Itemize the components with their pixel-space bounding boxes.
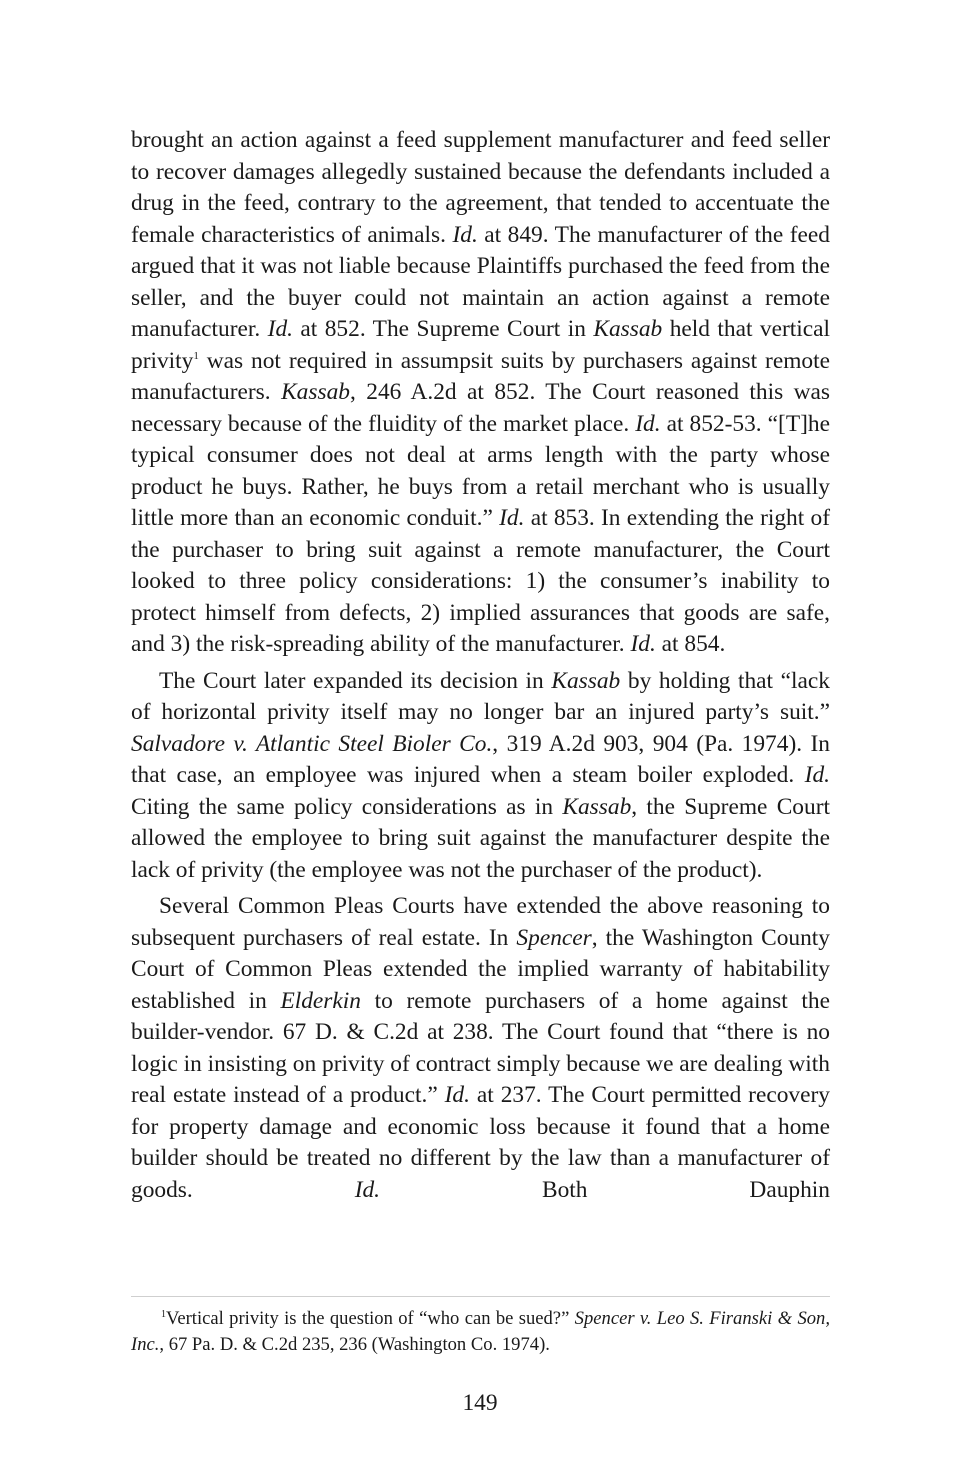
text-run: Vertical privity is the question of “who can be sued?” bbox=[166, 1308, 575, 1329]
text-run: Both Dauphin bbox=[380, 1176, 830, 1203]
text-run: The Court later expanded its decision in bbox=[159, 667, 552, 694]
citation-id: Id. bbox=[499, 505, 525, 531]
text-run: held that vertical privity bbox=[131, 316, 831, 374]
text-run: at 849. The manufacturer of the feed argued that it was not liable because Plaintiffs purchased the feed from the seller, and the buyer could not maintain an action against a remote manufacturer. bbox=[131, 221, 830, 342]
body-paragraph-3 bbox=[131, 891, 830, 1206]
case-name: Salvadore v. Atlantic Steel Bioler Co. bbox=[131, 730, 493, 757]
case-name: Spencer v. Leo S. Firanski & Son, Inc. bbox=[131, 1308, 830, 1355]
case-name: Kassab bbox=[593, 316, 663, 342]
text-run: to remote purchasers of a home against the builder-vendor. 67 D. & C.2d at 238. The Court found that “there is no logic in insisting on privity of contract simply because we are dealing with real estate instead of a product.” bbox=[131, 987, 830, 1108]
case-name: Kassab bbox=[281, 379, 350, 405]
text-run: , 319 A.2d 903, 904 (Pa. 1974). In that case, an employee was injured when a steam boiler exploded. bbox=[131, 730, 830, 788]
text-run: at 854. bbox=[655, 631, 726, 657]
case-name: Kassab bbox=[562, 793, 632, 820]
citation-id: Id. bbox=[635, 410, 661, 437]
text-run: at 852-53. “[T]he typical consumer does not deal at arms length with the party whose product he buys. Rather, he buys from a retail merchant who is usually little more than an economic conduit.” bbox=[131, 410, 830, 531]
text-run: , 67 Pa. D. & C.2d 235, 236 (Washington Co. 1974). bbox=[159, 1334, 550, 1355]
text-run: , the Washington County Court of Common Pleas extended the implied warranty of habitability established in bbox=[131, 924, 830, 1014]
text-run: at 237. The Court permitted recovery for property damage and economic loss because it found that a home builder should be treated no different by the law than a manufacturer of goods. bbox=[131, 1082, 830, 1203]
citation-id: Id. bbox=[630, 631, 656, 657]
text-run: by holding that “lack of horizontal privity itself may no longer bar an injured party’s suit.” bbox=[131, 667, 830, 725]
text-run: Citing the same policy considerations as in bbox=[131, 793, 563, 820]
case-name: Elderkin bbox=[280, 987, 361, 1014]
text-run: at 853. In extending the right of the purchaser to bring suit against a remote manufacturer, the Court looked to three policy considerations: 1) the consumer’s inability to protect himself from defects, 2) implied assurances that goods are safe, and 3) the risk-spreading ability of the manufacturer. bbox=[131, 505, 830, 657]
body-paragraph-1 bbox=[131, 125, 830, 661]
text-run: at 852. The Supreme Court in bbox=[293, 316, 594, 342]
text-run: , the Supreme Court allowed the employee to bring suit against the manufacturer despite the lack of privity (the employee was not the purchaser of the product). bbox=[131, 793, 830, 883]
citation-id: Id. bbox=[804, 762, 830, 788]
body-paragraph-2 bbox=[131, 666, 830, 887]
footnote-reference: 1 bbox=[193, 349, 199, 362]
citation-id: Id. bbox=[444, 1082, 470, 1108]
text-run: Several Common Pleas Courts have extended the above reasoning to subsequent purchasers of real estate. In bbox=[131, 893, 830, 951]
page-number: 149 bbox=[462, 1390, 498, 1416]
footnote-marker: 1 bbox=[161, 1309, 166, 1320]
citation-id: Id. bbox=[452, 221, 478, 248]
footnote-1 bbox=[131, 1306, 830, 1358]
citation-id: Id. bbox=[354, 1176, 381, 1203]
text-run: , 246 A.2d at 852. The Court reasoned this was necessary because of the fluidity of the market place. bbox=[131, 379, 830, 437]
case-name: Kassab bbox=[551, 667, 621, 694]
page-body bbox=[131, 125, 830, 1211]
text-run: was not required in assumpsit suits by purchasers against remote manufacturers. bbox=[131, 347, 830, 405]
case-name: Spencer bbox=[516, 924, 592, 951]
citation-id: Id. bbox=[267, 316, 293, 342]
footnote-divider bbox=[131, 1296, 830, 1297]
text-run: brought an action against a feed supplement manufacturer and feed seller to recover damages allegedly sustained because the defendants included a drug in the feed, contrary to the agreement, that tended to accentuate the female characteristics of animals. bbox=[131, 127, 830, 248]
